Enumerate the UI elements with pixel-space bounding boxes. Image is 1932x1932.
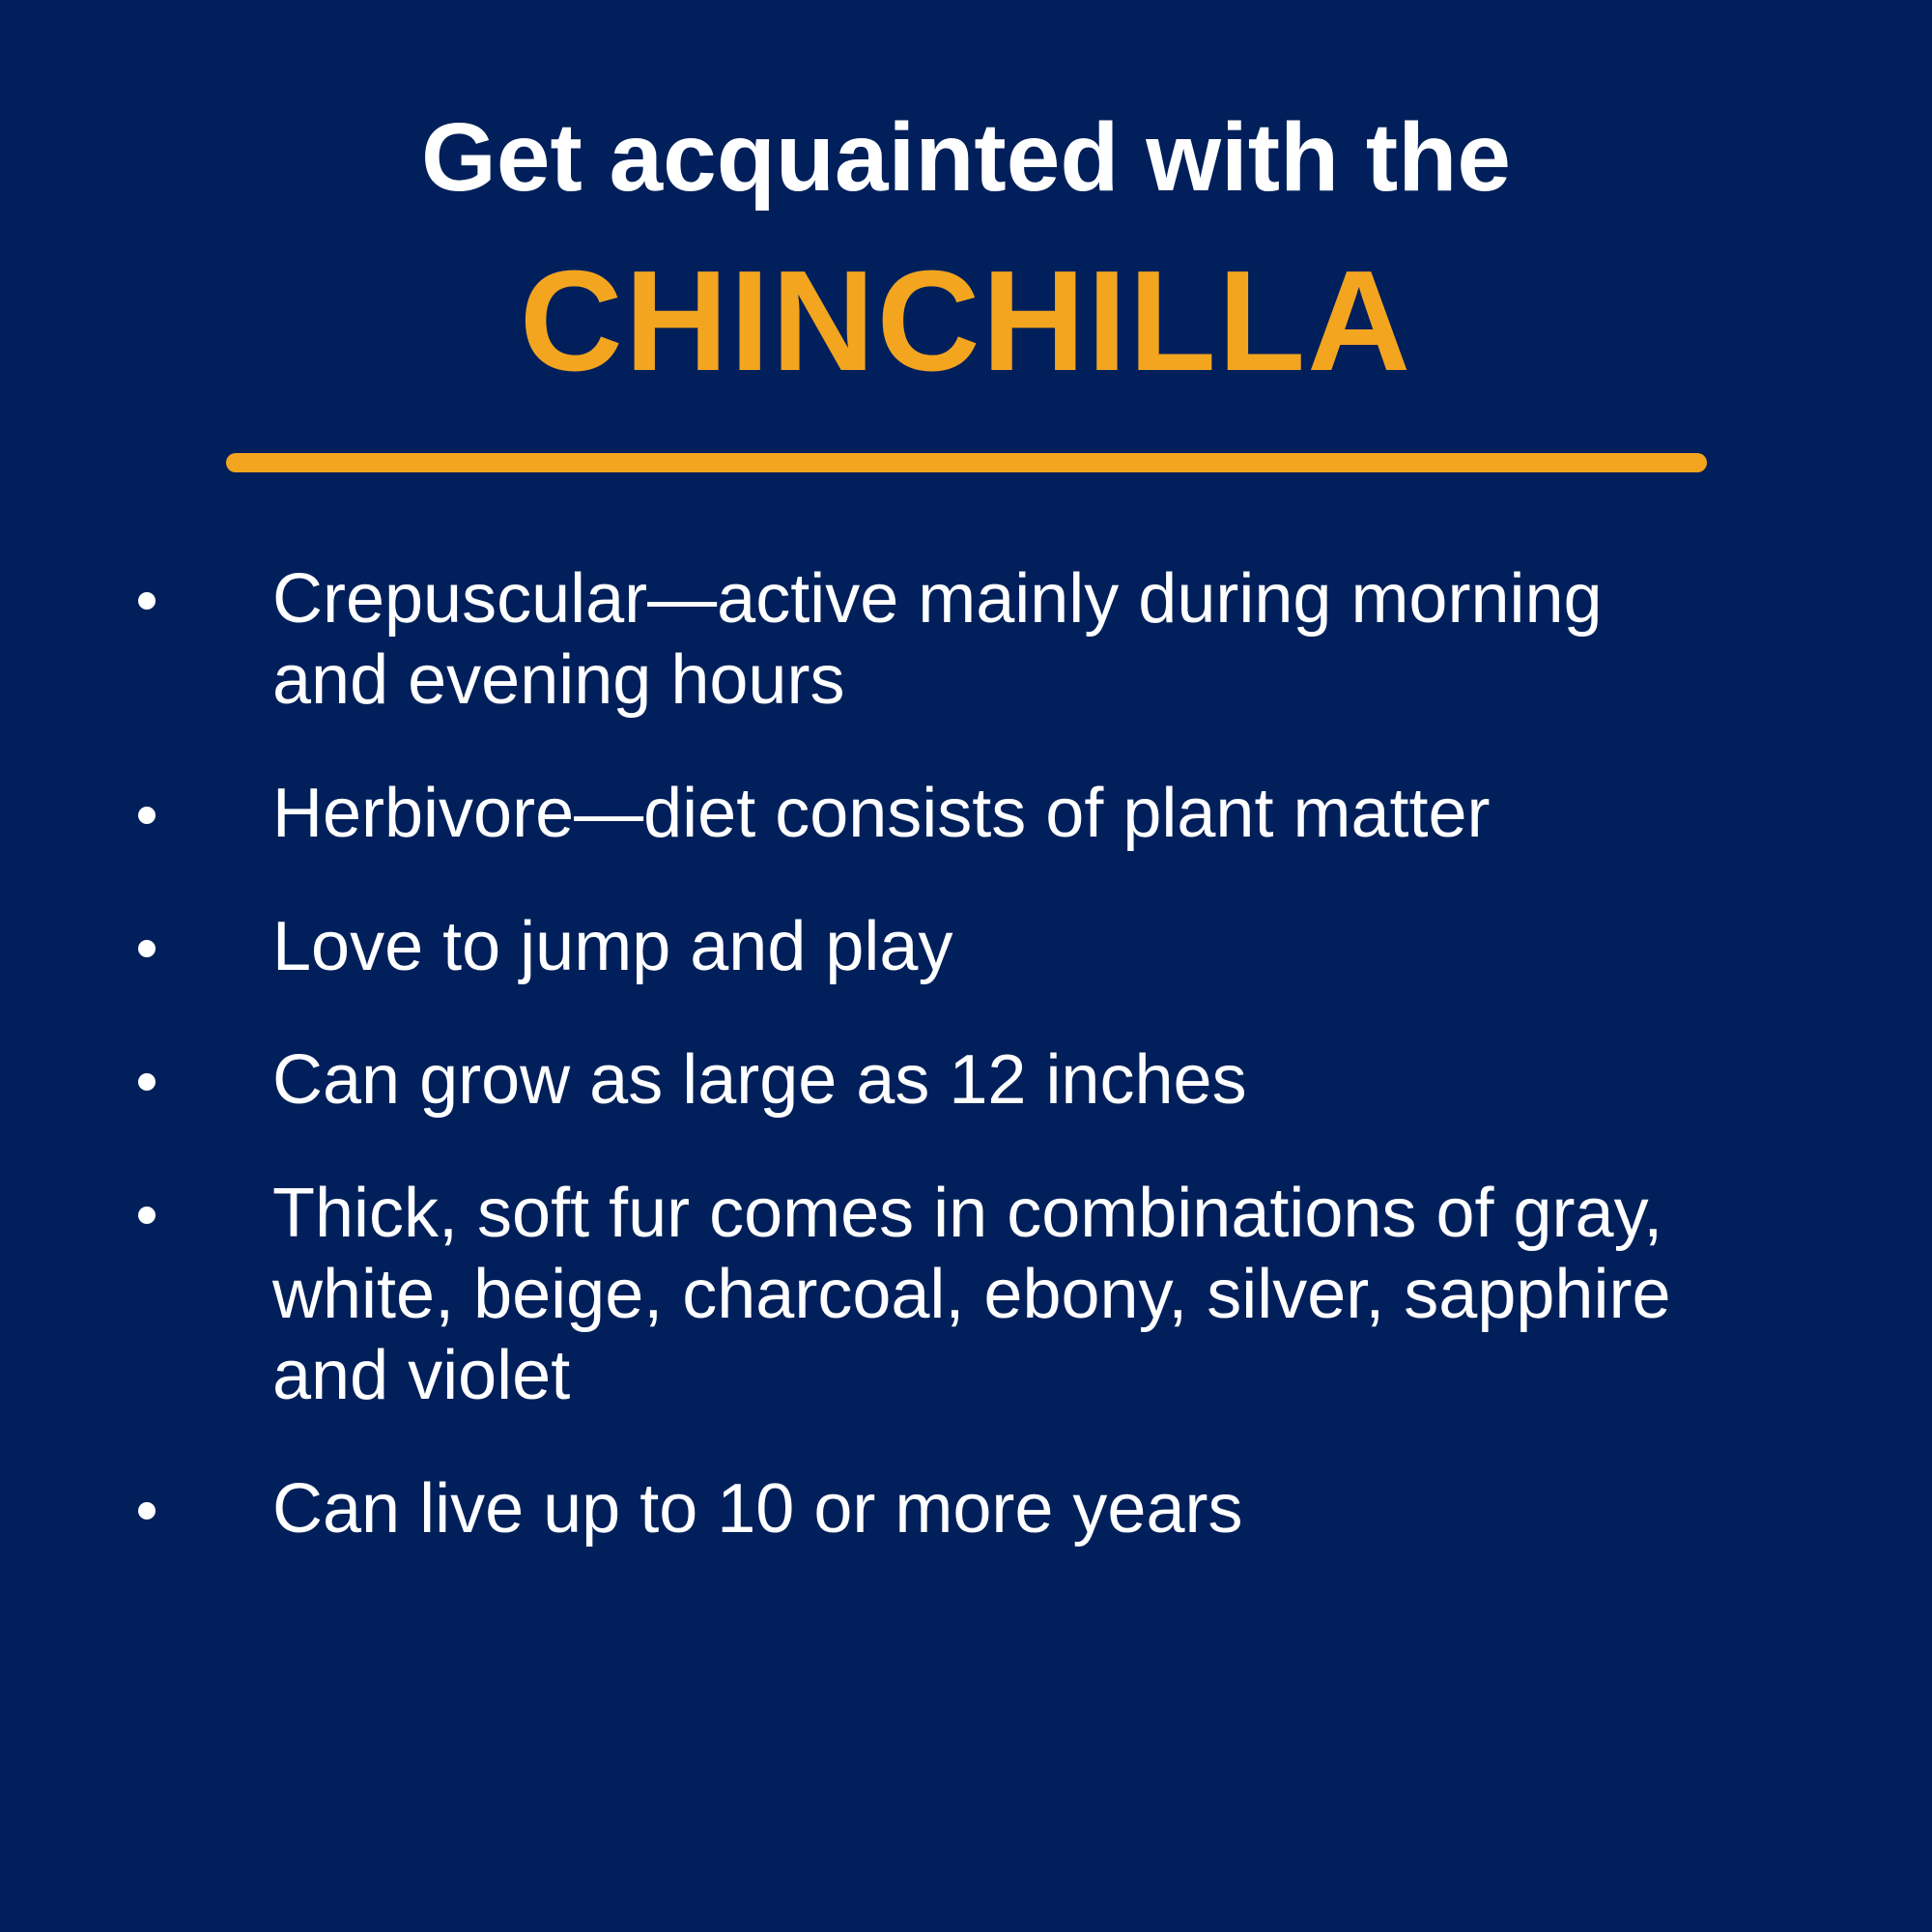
fact-item	[272, 1468, 1683, 1549]
fact-text: Love to jump and play	[272, 908, 953, 985]
bullet-icon	[138, 592, 156, 610]
fact-text: Thick, soft fur comes in combinations of gray, white, beige, charcoal, ebony, silver, sapphire and violet	[272, 1175, 1671, 1414]
bullet-icon	[138, 940, 156, 957]
bullet-icon	[138, 1073, 156, 1091]
bullet-icon	[138, 807, 156, 824]
animal-title: CHINCHILLA	[519, 242, 1413, 401]
fact-item	[272, 773, 1683, 854]
fact-text: Can live up to 10 or more years	[272, 1470, 1243, 1548]
fact-item	[272, 1039, 1683, 1121]
fact-text: Crepuscular—active mainly during morning and evening hours	[272, 560, 1603, 719]
divider-line	[226, 453, 1707, 472]
fact-text: Herbivore—diet consists of plant matter	[272, 775, 1491, 852]
fact-text: Can grow as large as 12 inches	[272, 1041, 1247, 1119]
bullet-icon	[138, 1502, 156, 1520]
eyebrow-text: Get acquainted with the	[421, 103, 1511, 212]
fact-list	[0, 558, 1932, 1549]
bullet-icon	[138, 1207, 156, 1224]
fact-item	[272, 1173, 1683, 1416]
fact-item	[272, 906, 1683, 987]
fact-item	[272, 558, 1683, 721]
